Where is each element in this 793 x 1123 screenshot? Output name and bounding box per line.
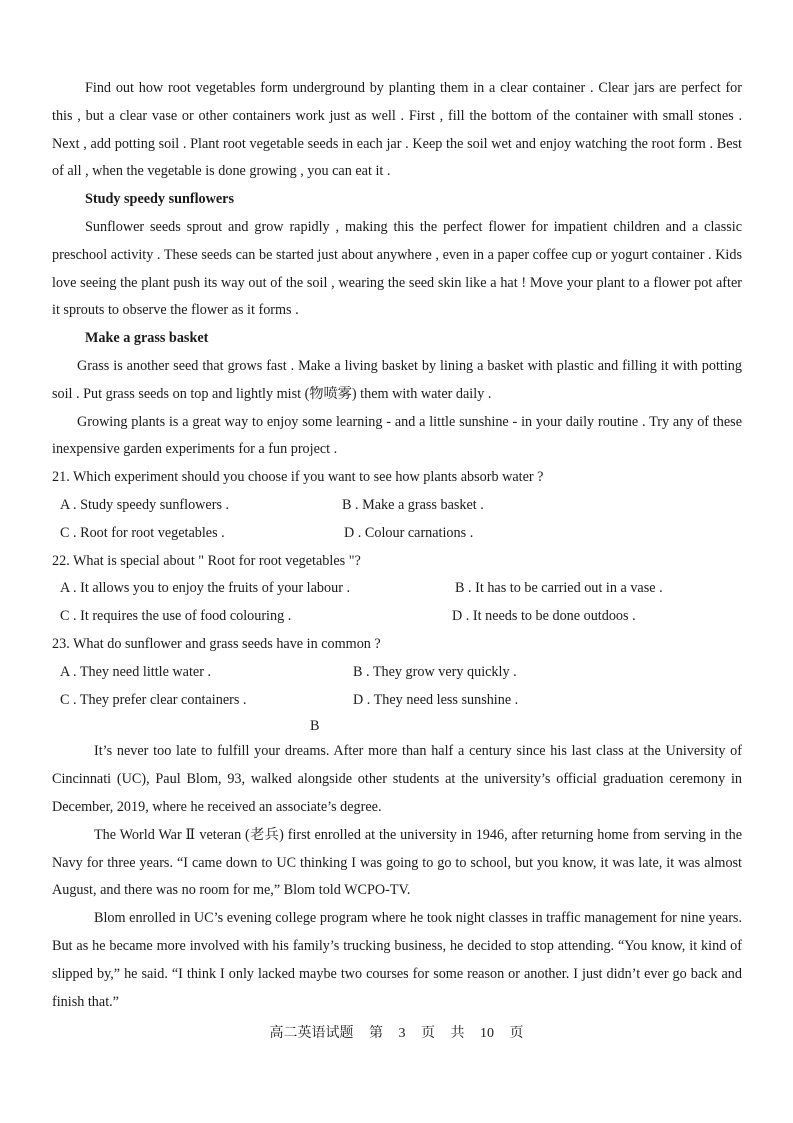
footer-total-label-pre: 共 [450, 1026, 465, 1041]
question-21-option-d: D . Colour carnations . [344, 524, 474, 541]
question-22-option-c: C . It requires the use of food colouring . [60, 608, 292, 625]
question-23-option-d: D . They need less sunshine . [353, 691, 519, 708]
grass-basket-paragraph: Grass is another seed that grows fast . Make a living basket by lining a basket with plastic and filling it with potting soil . Put grass seeds on top and lightly mist (物喷雾) them with water daily . [52, 357, 742, 402]
question-23-option-c: C . They prefer clear containers . [60, 691, 247, 708]
question-21-option-c: C . Root for root vegetables . [60, 524, 225, 541]
page-footer [0, 1024, 793, 1044]
passage-b-paragraph-3: Blom enrolled in UC’s evening college program where he took night classes in traffic management for nine years. But as he became more involved with his family’s trucking business, he decided to stop attending. “You know, it kind of slipped by,” he said. “I think I only lacked maybe two courses for some reason or another. I just didn’t ever go back and finish that.” [52, 910, 742, 1010]
question-21-options-row-2 [52, 520, 742, 548]
question-23-option-a: A . They need little water . [60, 663, 212, 680]
intro-paragraph: Find out how root vegetables form underground by planting them in a clear container . Clear jars are perfect for this , but a clear vase or other containers work just as well . First , fill the bottom of the container with small stones . Next , add potting soil . Plant root vegetable seeds in each jar . Keep the soil wet and enjoy watching the root form . Best of all , when the vegetable is done growing , you can eat it . [52, 80, 742, 180]
question-21-option-b: B . Make a grass basket . [342, 496, 484, 513]
passage-b-letter: B [310, 718, 320, 735]
question-22-options-row-2 [52, 603, 742, 631]
question-23-options-row-1 [52, 659, 742, 687]
closing-paragraph: Growing plants is a great way to enjoy some learning - and a little sunshine - in your daily routine . Try any of these inexpensive garden experiments for a fun project . [52, 413, 742, 458]
section-heading-sunflowers: Study speedy sunflowers [85, 191, 234, 208]
footer-page-label-mid: 页 [421, 1026, 435, 1041]
question-22-options-row-1 [52, 575, 742, 603]
section-heading-grass-basket: Make a grass basket [85, 330, 209, 347]
question-23-stem: 23. What do sunflower and grass seeds have in common ? [52, 635, 381, 652]
question-21-stem: 21. Which experiment should you choose if you want to see how plants absorb water ? [52, 469, 544, 486]
question-22-option-b: B . It has to be carried out in a vase . [455, 580, 663, 597]
footer-total-label-post: 页 [509, 1026, 524, 1041]
question-23-options-row-2 [52, 687, 742, 715]
question-21-option-a: A . Study speedy sunflowers . [60, 496, 230, 513]
question-23-option-b: B . They grow very quickly . [353, 663, 517, 680]
question-22-option-d: D . It needs to be done outdoos . [452, 608, 636, 625]
question-21-options-row-1 [52, 492, 742, 520]
footer-page-label-pre: 第 [369, 1026, 383, 1041]
sunflowers-paragraph: Sunflower seeds sprout and grow rapidly , making this the perfect flower for impatient children and a classic preschool activity . These seeds can be started just about anywhere , even in a paper coffee cup or yogurt container . Kids love seeing the plant push its way out of the soil , wearing the seed skin like a hat ! Move your plant to a flower pot after it sprouts to observe the flower as it forms . [52, 218, 742, 319]
passage-b-paragraph-1: It’s never too late to fulfill your dreams. After more than half a century since his last class at the University of Cincinnati (UC), Paul Blom, 93, walked alongside other students at the university’s official graduation ceremony in December, 2019, where he received an associate’s degree. [52, 743, 742, 815]
footer-total-pages: 10 [480, 1026, 494, 1041]
passage-b-paragraph-2: The World War Ⅱ veteran (老兵) first enrolled at the university in 1946, after returning home from serving in the Navy for three years. “I came down to UC thinking I was going to go to school, but you know, it was late, it was almost August, and there was no room for me,” Blom told WCPO-TV. [52, 826, 742, 899]
footer-subject: 高二英语试题 [269, 1026, 354, 1041]
footer-page-number: 3 [398, 1026, 406, 1041]
question-22-stem: 22. What is special about " Root for root vegetables "? [52, 552, 361, 569]
question-22-option-a: A . It allows you to enjoy the fruits of your labour . [60, 580, 351, 597]
exam-page [52, 75, 742, 1016]
